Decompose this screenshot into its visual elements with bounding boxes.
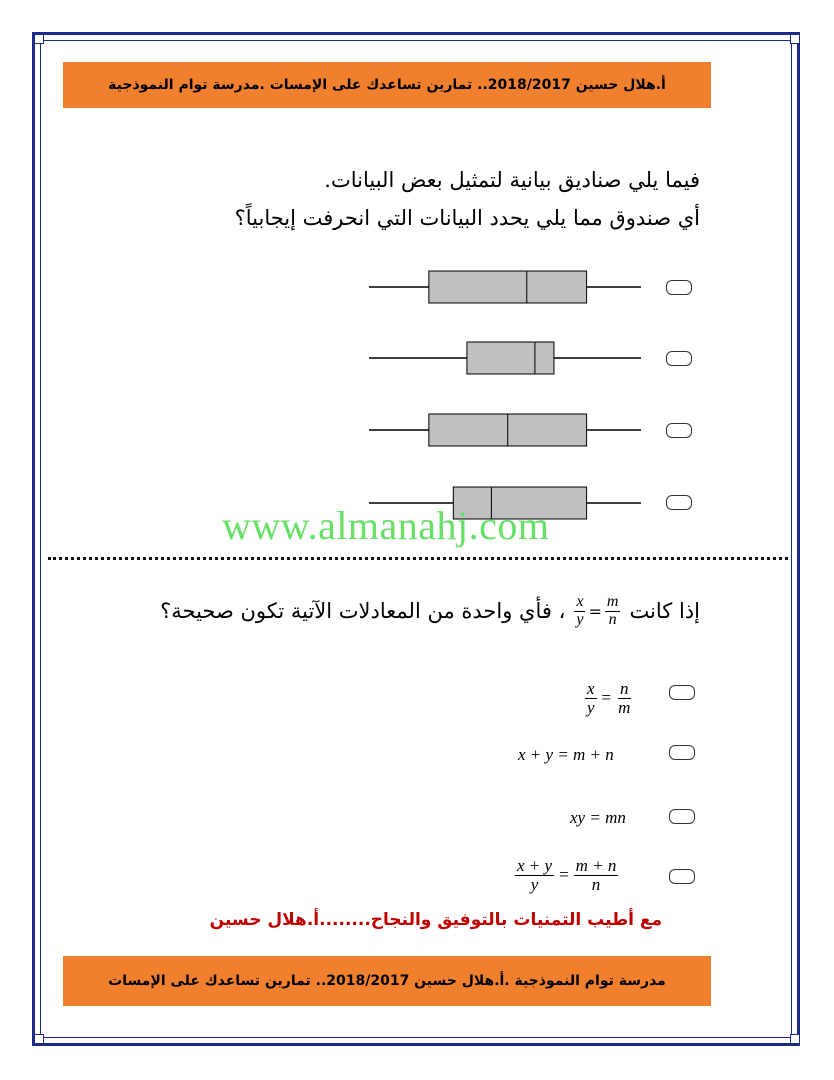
question2-suffix: ، فأي واحدة من المعادلات الآتية تكون صحيحة؟ [160, 599, 566, 624]
choice-radio-q1-3[interactable] [666, 423, 692, 438]
section-divider [48, 557, 788, 560]
boxplot-option-2 [365, 340, 645, 376]
header-banner [63, 62, 711, 108]
boxplot-box [429, 271, 587, 303]
footer-banner [63, 956, 711, 1006]
boxplot-option-3 [365, 412, 645, 448]
option-d-equation: $\frac{x + y}{y}$ = $\frac{m + n}{n}$ [517, 856, 617, 894]
closing-message: مع أطيب التمنيات بالتوفيق والنجاح........أ.هلال حسين [209, 910, 662, 930]
choice-radio-q1-1[interactable] [666, 280, 692, 295]
frame-corner-ornament [34, 34, 44, 44]
watermark: www.almanahj.com [222, 503, 550, 548]
choice-radio-q1-4[interactable] [666, 495, 692, 510]
boxplot-option-1 [365, 269, 645, 305]
option-c-equation: xy = mn [570, 808, 626, 827]
boxplot-box [467, 342, 554, 374]
frame-corner-ornament [790, 1034, 800, 1044]
question2-text [160, 594, 700, 629]
given-equation: $\frac{x}{y}$ = $\frac{m}{n}$ [576, 593, 619, 628]
choice-radio-q1-2[interactable] [666, 351, 692, 366]
question1-line2: أي صندوق مما يلي يحدد البيانات التي انحرفت إيجابياً؟ [234, 206, 700, 230]
header-text: أ.هلال حسين 2018/2017.. تمارين تساعدك على الإمسات .مدرسة توام النموذجية [108, 77, 666, 93]
frame-corner-ornament [34, 1034, 44, 1044]
choice-radio-q2-a[interactable] [669, 685, 695, 700]
footer-text: مدرسة توام النموذجية .أ.هلال حسين 2018/2017.. تمارين تساعدك على الإمسات [108, 973, 666, 989]
option-b-equation: x + y = m + n [518, 745, 614, 764]
question2-prefix: إذا كانت [629, 599, 700, 624]
choice-radio-q2-b[interactable] [669, 745, 695, 760]
frame-corner-ornament [790, 34, 800, 44]
option-a-equation: $\frac{x}{y}$ = $\frac{n}{m}$ [587, 679, 631, 717]
question1-line1: فيما يلي صناديق بيانية لتمثيل بعض البيانات. [324, 168, 700, 192]
choice-radio-q2-d[interactable] [669, 869, 695, 884]
choice-radio-q2-c[interactable] [669, 809, 695, 824]
